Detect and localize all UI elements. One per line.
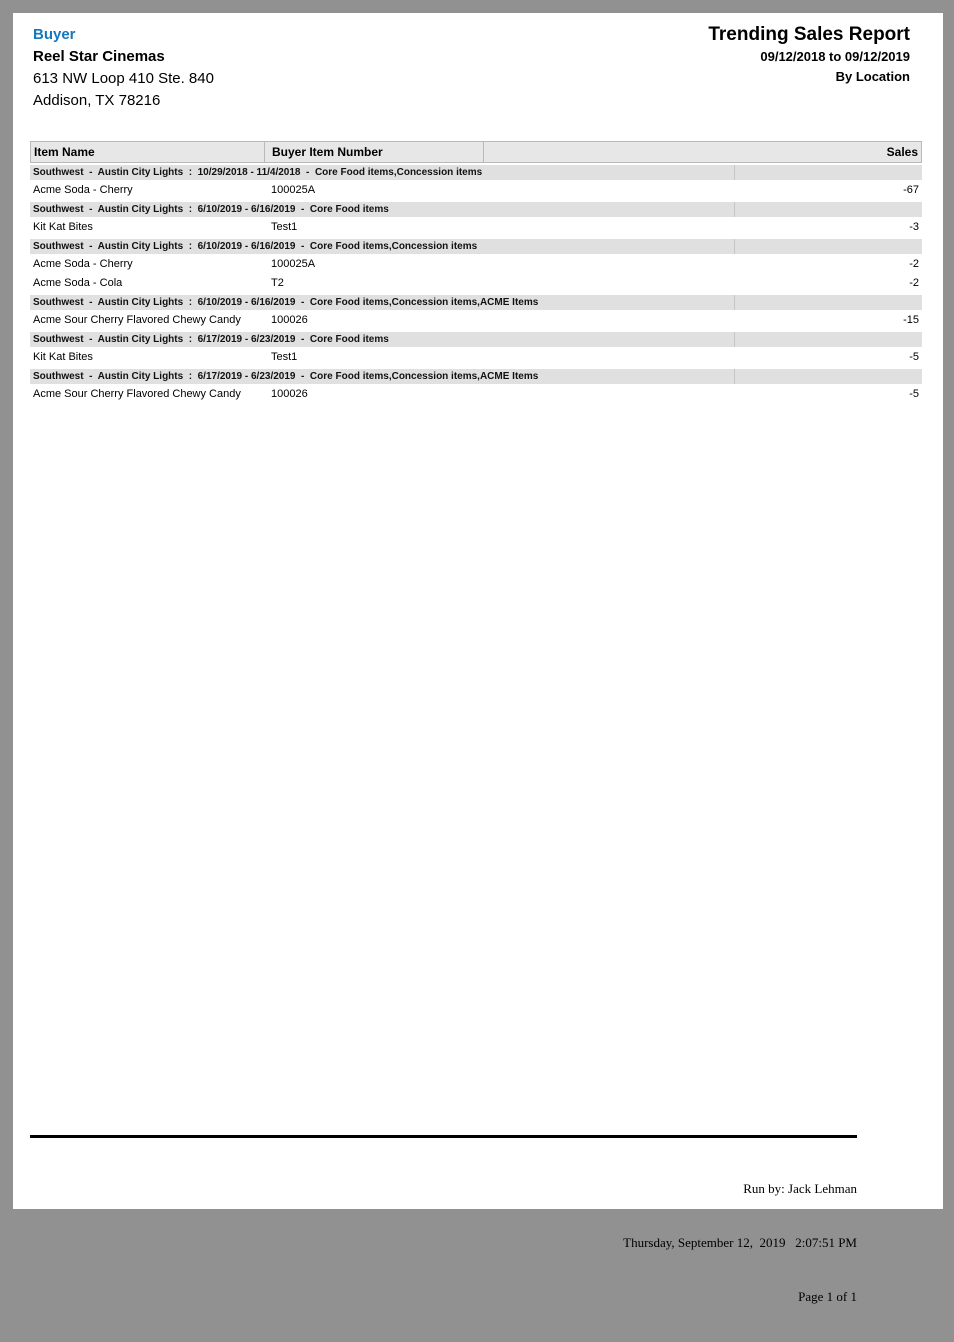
group-row-spacer <box>735 295 922 310</box>
group-header-label: Southwest - Austin City Lights : 6/10/2019 - 6/16/2019 - Core Food items,Concession items <box>30 239 735 254</box>
group-header-label: Southwest - Austin City Lights : 6/17/2019 - 6/23/2019 - Core Food items,Concession items,ACME Items <box>30 369 735 384</box>
group-row-spacer <box>735 332 922 347</box>
group-row-spacer <box>735 369 922 384</box>
group-header-label: Southwest - Austin City Lights : 6/17/2019 - 6/23/2019 - Core Food items <box>30 332 735 347</box>
column-header-item-name: Item Name <box>31 142 265 162</box>
column-header-sales: Sales <box>886 145 918 159</box>
company-name: Reel Star Cinemas <box>33 48 165 65</box>
run-datetime-text: Thursday, September 12, 2019 2:07:51 PM <box>623 1235 857 1250</box>
group-header-label: Southwest - Austin City Lights : 10/29/2018 - 11/4/2018 - Core Food items,Concession items <box>30 165 735 180</box>
report-header-section <box>708 22 910 87</box>
report-grouping: By Location <box>835 69 910 84</box>
group-header-row <box>30 330 922 348</box>
group-header-label: Southwest - Austin City Lights : 6/10/2019 - 6/16/2019 - Core Food items,Concession items,ACME Items <box>30 295 735 310</box>
group-header-row <box>30 293 922 311</box>
group-row-spacer <box>735 239 922 254</box>
buyer-item-number-cell: 100026 <box>271 388 308 400</box>
item-name-cell: Acme Soda - Cherry <box>33 184 133 196</box>
address-line-1: 613 NW Loop 410 Ste. 840 <box>33 70 214 87</box>
page-number-text: Page 1 of 1 <box>798 1289 857 1304</box>
sales-cell: -3 <box>909 221 919 233</box>
address-line-2: Addison, TX 78216 <box>33 92 161 109</box>
table-row <box>30 274 922 293</box>
sales-cell: -2 <box>909 277 919 289</box>
group-row-spacer <box>735 202 922 217</box>
sales-cell: -67 <box>903 184 919 196</box>
buyer-item-number-cell: T2 <box>271 277 284 289</box>
table-row <box>30 255 922 274</box>
group-header-row <box>30 200 922 218</box>
group-header-row <box>30 237 922 255</box>
table-row <box>30 348 922 367</box>
sales-cell: -2 <box>909 258 919 270</box>
item-name-cell: Acme Soda - Cherry <box>33 258 133 270</box>
buyer-item-number-cell: 100025A <box>271 258 316 270</box>
sales-table <box>30 141 922 404</box>
buyer-item-number-cell: 100025A <box>271 184 316 196</box>
table-row <box>30 218 922 237</box>
report-page <box>13 13 943 1304</box>
column-header-buyer-item-number: Buyer Item Number <box>265 142 484 162</box>
run-by-text: Run by: Jack Lehman <box>743 1181 857 1196</box>
buyer-item-number-cell: 100026 <box>271 314 308 326</box>
buyer-item-number-cell: Test1 <box>271 221 298 233</box>
sales-cell: -5 <box>909 351 919 363</box>
table-row <box>30 181 922 200</box>
group-header-row <box>30 163 922 181</box>
buyer-section <box>33 24 214 112</box>
group-header-label: Southwest - Austin City Lights : 6/10/2019 - 6/16/2019 - Core Food items <box>30 202 735 217</box>
item-name-cell: Acme Sour Cherry Flavored Chewy Candy <box>33 388 241 400</box>
item-name-cell: Acme Soda - Cola <box>33 277 123 289</box>
group-header-row <box>30 367 922 385</box>
report-title: Trending Sales Report <box>708 24 910 45</box>
footer-rule <box>30 1135 857 1138</box>
buyer-label: Buyer <box>33 26 76 43</box>
buyer-item-number-cell: Test1 <box>271 351 298 363</box>
table-header-row <box>30 141 922 163</box>
item-name-cell: Acme Sour Cherry Flavored Chewy Candy <box>33 314 241 326</box>
group-row-spacer <box>735 165 922 180</box>
report-footer <box>623 1144 857 1342</box>
report-date-range: 09/12/2018 to 09/12/2019 <box>760 49 910 64</box>
sales-cell: -15 <box>903 314 919 326</box>
sales-cell: -5 <box>909 388 919 400</box>
table-row <box>30 311 922 330</box>
item-name-cell: Kit Kat Bites <box>33 351 93 363</box>
item-name-cell: Kit Kat Bites <box>33 221 93 233</box>
table-row <box>30 385 922 404</box>
